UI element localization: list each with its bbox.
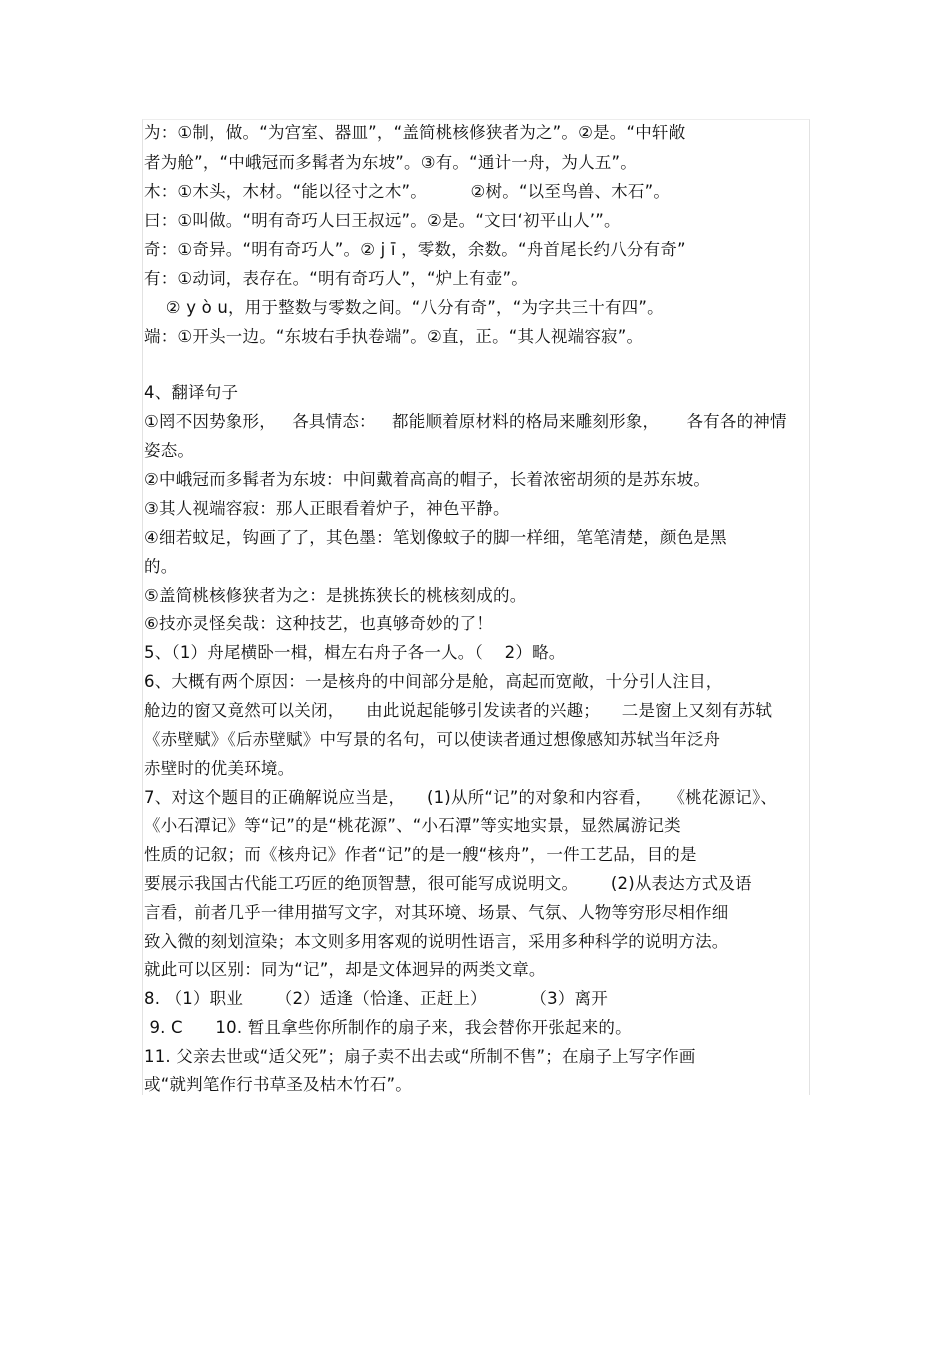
text-line: ④细若蚊足，钩画了了，其色墨：笔划像蚊子的脚一样细，笔笔清楚，颜色是黑 (144, 528, 727, 547)
section-heading: 4、翻译句子 (144, 383, 239, 402)
text-line: 舱边的窗又竟然可以关闭， 由此说起能够引发读者的兴趣； 二是窗上又刻有苏轼 (144, 701, 773, 720)
text-line: 7、对这个题目的正确解说应当是， (1)从所“记”的对象和内容看， 《桃花源记》、 (144, 788, 778, 807)
text-line: 奇：①奇异。“明有奇巧人”。② j ī ，零数，余数。“舟首尾长约八分有奇” (144, 240, 686, 259)
text-line: 或“就判笔作行书草圣及枯木竹石”。 (144, 1075, 412, 1094)
text-line: 曰：①叫做。“明有奇巧人曰王叔远”。②是。“文曰‘初平山人’”。 (144, 211, 621, 230)
text-line: 端：①开头一边。“东坡右手执卷端”。②直，正。“其人视端容寂”。 (144, 327, 644, 346)
text-line: ② y ò u，用于整数与零数之间。“八分有奇”，“为字共三十有四”。 (144, 298, 664, 317)
text-line: 11. 父亲去世或“适父死”；扇子卖不出去或“所制不售”；在扇子上写字作画 (144, 1047, 696, 1066)
text-line: 言看，前者几乎一律用描写文字，对其环境、场景、气氛、人物等穷形尽相作细 (144, 903, 729, 922)
text-line: ①罔不因势象形， 各具情态： 都能顺着原材料的格局来雕刻形象， 各有各的神情 (144, 412, 787, 431)
text-line: ⑥技亦灵怪矣哉：这种技艺，也真够奇妙的了！ (144, 614, 493, 633)
text-line: 者为舱”，“中峨冠而多髯者为东坡”。③有。“通计一舟，为人五”。 (144, 153, 637, 172)
text-line: 要展示我国古代能工巧匠的绝顶智慧，很可能写成说明文。 (2)从表达方式及语 (144, 874, 752, 893)
text-line: 《小石潭记》等“记”的是“桃花源”、“小石潭”等实地实景，显然属游记类 (144, 816, 681, 835)
text-line: 姿态。 (144, 441, 195, 460)
text-line: ③其人视端容寂：那人正眼看着炉子，神色平静。 (144, 499, 510, 518)
text-line: 5、（1）舟尾横卧一楫，楫左右舟子各一人。（ 2）略。 (144, 643, 566, 662)
text-line: 为：①制，做。“为宫室、器皿”，“盖简桃核修狭者为之”。②是。“中轩敞 (144, 123, 686, 142)
text-line: 木：①木头，木材。“能以径寸之木”。 ②树。“以至鸟兽、木石”。 (144, 182, 671, 201)
text-line: ②中峨冠而多髯者为东坡：中间戴着高高的帽子，长着浓密胡须的是苏东坡。 (144, 470, 711, 489)
text-line: 性质的记叙；而《核舟记》作者“记”的是一艘“核舟”，一件工艺品，目的是 (144, 845, 697, 864)
text-line: 8. （1）职业 （2）适逢（恰逢、正赶上） （3）离开 (144, 989, 608, 1008)
text-line: 赤壁时的优美环境。 (144, 759, 295, 778)
text-line: 9. C 10. 暂且拿些你所制作的扇子来，我会替你开张起来的。 (144, 1018, 632, 1037)
text-line: 6、大概有两个原因：一是核舟的中间部分是舱，高起而宽敞，十分引人注目， (144, 672, 723, 691)
text-line: 《赤壁赋》《后赤壁赋》中写景的名句，可以使读者通过想像感知苏轼当年泛舟 (144, 730, 721, 749)
text-line: ⑤盖简桃核修狭者为之：是挑拣狭长的桃核刻成的。 (144, 586, 527, 605)
text-line: 就此可以区别：同为“记”，却是文体迥异的两类文章。 (144, 960, 546, 979)
text-line: 的。 (144, 557, 178, 576)
text-line: 致入微的刻划渲染；本文则多用客观的说明性语言，采用多种科学的说明方法。 (144, 932, 729, 951)
text-line: 有：①动词，表存在。“明有奇巧人”，“炉上有壶”。 (144, 269, 528, 288)
